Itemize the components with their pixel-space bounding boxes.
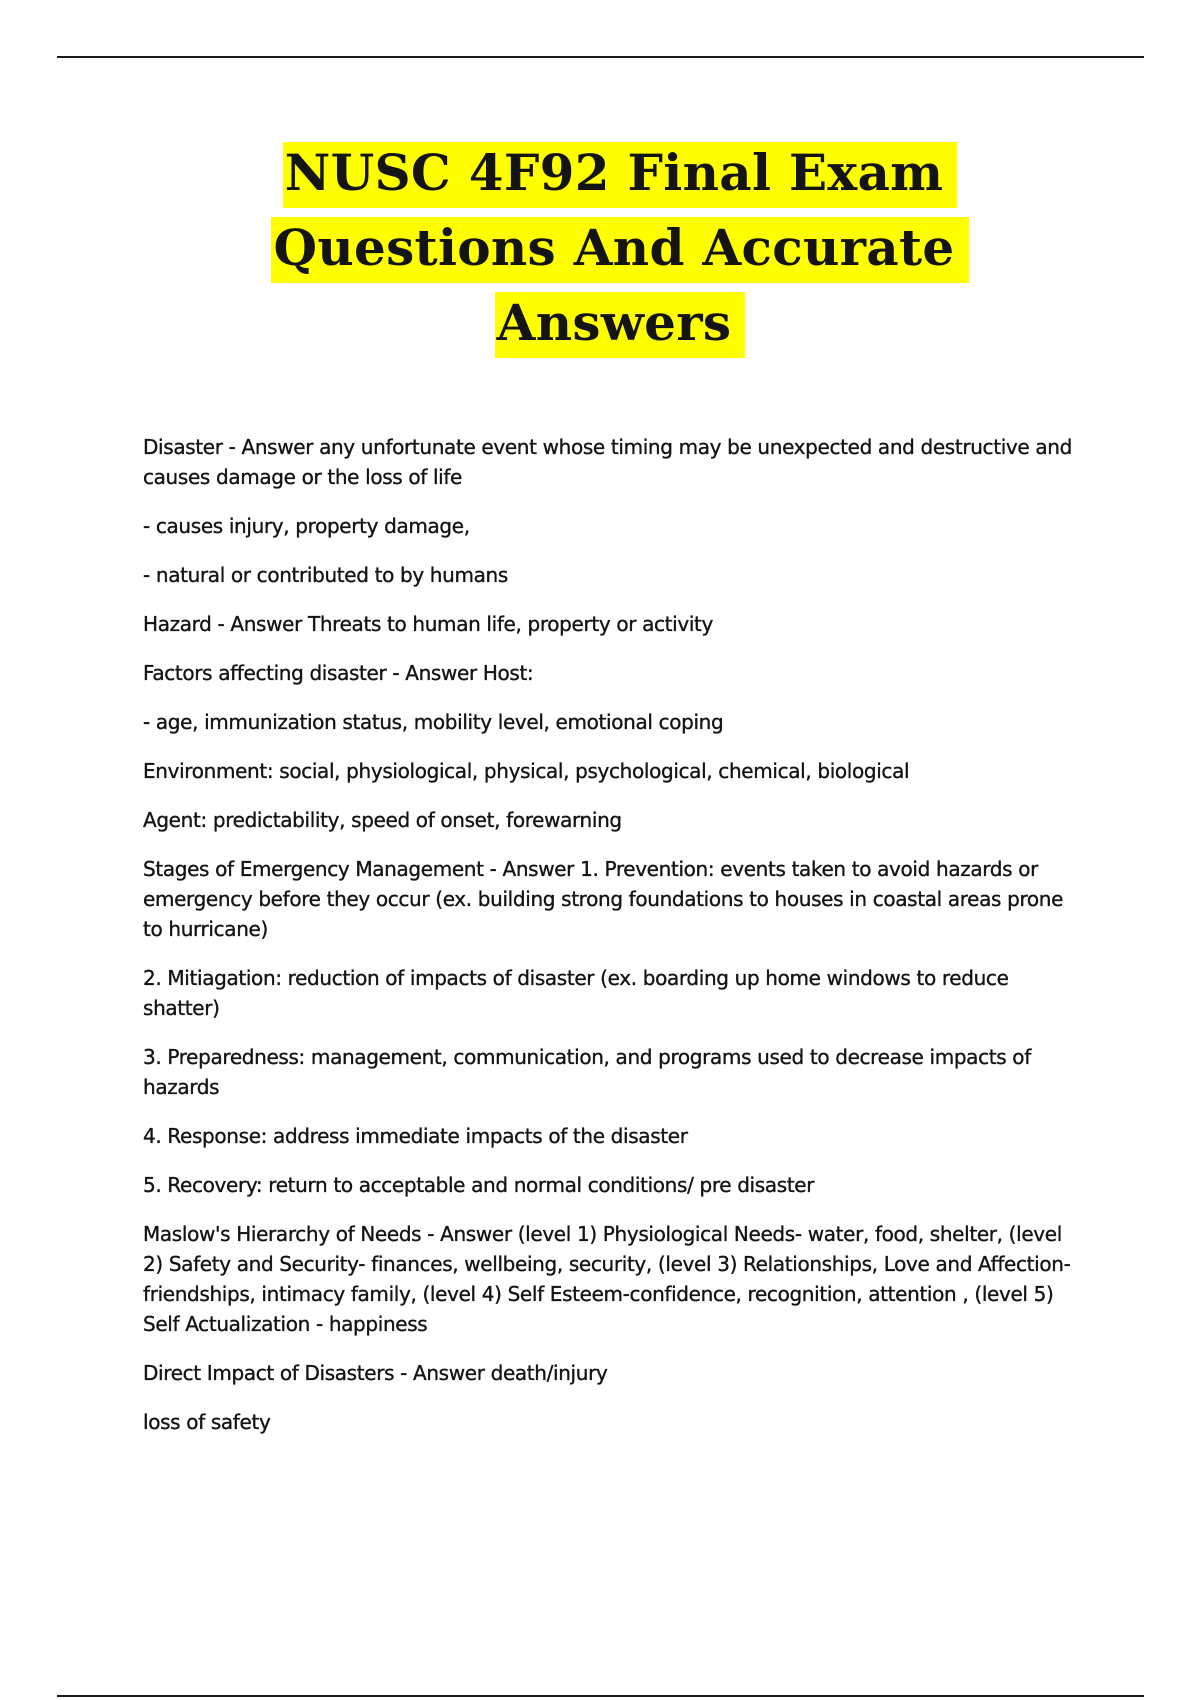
paragraph-causes-injury: - causes injury, property damage,: [143, 514, 470, 538]
paragraph-natural: - natural or contributed to by humans: [143, 563, 508, 587]
title-line-1: NUSC 4F92 Final Exam: [283, 142, 958, 208]
title-line-3: Answers: [495, 292, 746, 358]
footer-rule: [57, 1695, 1144, 1697]
header-rule: [57, 56, 1144, 58]
paragraph-host-details: - age, immunization status, mobility level, emotional coping: [143, 710, 724, 734]
paragraph-preparedness: 3. Preparedness: management, communication, and programs used to decrease impacts of hazards: [143, 1045, 1031, 1099]
title-line-2: Questions And Accurate: [271, 217, 968, 283]
paragraph-mitigation: 2. Mitiagation: reduction of impacts of disaster (ex. boarding up home windows to reduce shatter): [143, 966, 1009, 1020]
paragraph-stages: Stages of Emergency Management - Answer 1. Prevention: events taken to avoid hazards or emergency before they occur (ex. building strong foundations to houses in coastal areas prone to hurricane): [143, 857, 1064, 941]
paragraph-factors: Factors affecting disaster - Answer Host:: [143, 661, 534, 685]
paragraph-direct-impact: Direct Impact of Disasters - Answer death/injury: [143, 1361, 608, 1385]
document-body: [143, 432, 1083, 1456]
document-title: [0, 142, 1200, 367]
paragraph-hazard: Hazard - Answer Threats to human life, property or activity: [143, 612, 714, 636]
paragraph-recovery: 5. Recovery: return to acceptable and normal conditions/ pre disaster: [143, 1173, 815, 1197]
paragraph-loss-of-safety: loss of safety: [143, 1410, 271, 1434]
paragraph-disaster: Disaster - Answer any unfortunate event whose timing may be unexpected and destructive and causes damage or the loss of life: [143, 435, 1072, 489]
paragraph-maslow: Maslow's Hierarchy of Needs - Answer (level 1) Physiological Needs- water, food, shelter, (level 2) Safety and Security- finances, wellbeing, security, (level 3) Relationships, Love and Affection- friendships, intimacy family, (level 4) Self Esteem-confidence, recognition, attention , (level 5) Self Actualization - happiness: [143, 1222, 1071, 1336]
paragraph-environment: Environment: social, physiological, physical, psychological, chemical, biological: [143, 759, 910, 783]
paragraph-agent: Agent: predictability, speed of onset, forewarning: [143, 808, 622, 832]
paragraph-response: 4. Response: address immediate impacts of the disaster: [143, 1124, 688, 1148]
